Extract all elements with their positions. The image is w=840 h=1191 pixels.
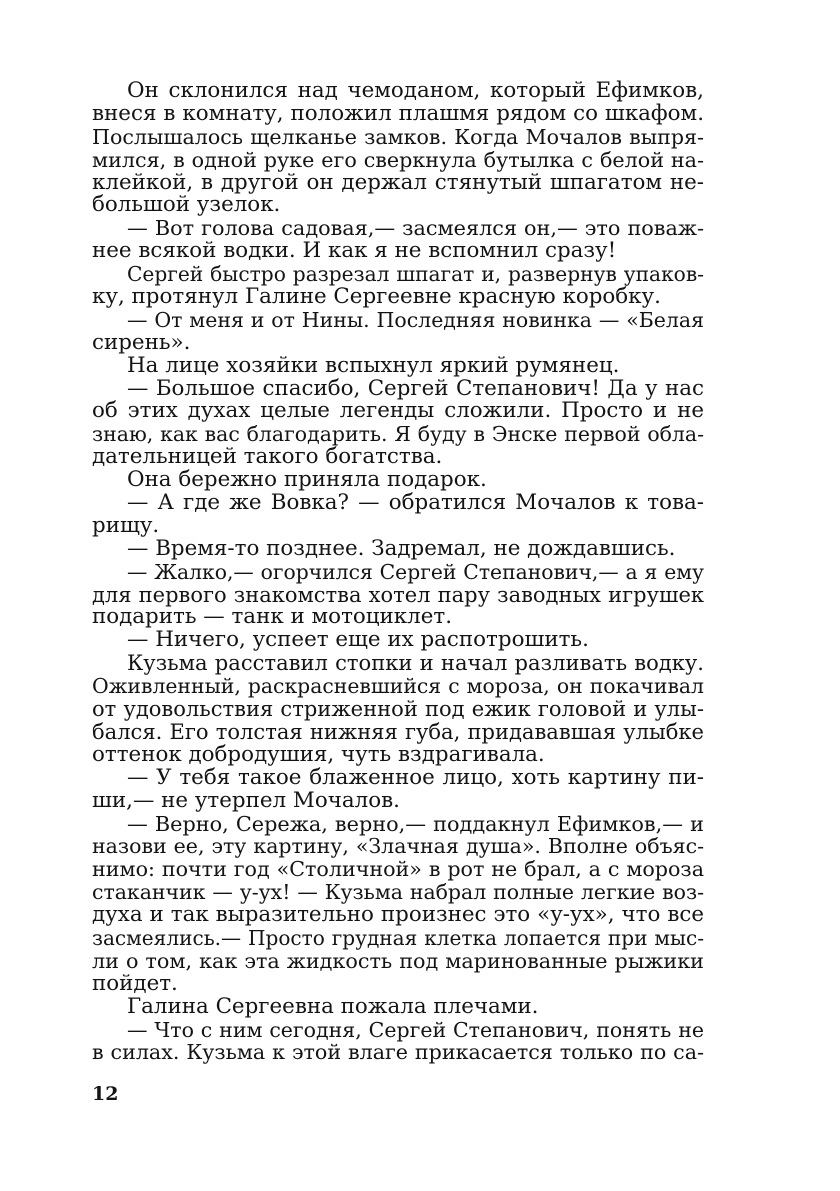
text-line: — Верно, Сережа, верно,— поддакнул Ефимков,— и xyxy=(127,811,704,836)
text-line: — От меня и от Нины. Последняя новинка — «Белая xyxy=(127,307,704,332)
text-line: — Что с ним сегодня, Сергей Степанович, понять не xyxy=(127,1017,704,1042)
text-line: большой узелок. xyxy=(92,192,281,218)
text-line: внеся в комнату, положил плашмя рядом со шкафом. xyxy=(92,100,704,126)
text-line: от удовольствия стриженной под ежик головой и улы- xyxy=(92,696,704,722)
text-line: — Большое спасибо, Сергей Степанович! Да у нас xyxy=(127,375,704,401)
text-line: пойдет. xyxy=(92,970,178,996)
text-line: — А где же Вовка? — обратился Мочалов к това- xyxy=(127,490,704,516)
text-line: для первого знакомства хотел пару заводных игрушек xyxy=(92,582,704,607)
text-line: бался. Его толстая нижняя губа, придававшая улыбке xyxy=(92,718,704,744)
text-line: стаканчик — у-ух! — Кузьма набрал полные легкие воз- xyxy=(92,880,704,905)
text-line: — Вот голова садовая,— засмеялся он,— это поваж- xyxy=(127,216,704,241)
text-line: На лице хозяйки вспыхнул яркий румянец. xyxy=(127,352,620,378)
text-line: — Жалко,— огорчился Сергей Степанович,— а я ему xyxy=(127,559,704,584)
text-line: в силах. Кузьма к этой влаге прикасается только по са- xyxy=(92,1040,704,1065)
text-line: ли о том, как эта жидкость под маринованные рыжики xyxy=(92,948,704,973)
text-line: Кузьма расставил стопки и начал разливать водку. xyxy=(127,650,704,676)
text-line: Он склонился над чемоданом, который Ефимков, xyxy=(127,78,704,103)
text-line: — Ничего, успеет еще их распотрошить. xyxy=(127,627,589,653)
text-line: нимо: почти год «Столичной» в рот не брал, а с мороза xyxy=(92,857,704,882)
text-line: нее всякой водки. И как я не вспомнил сразу! xyxy=(92,238,617,264)
text-line: знаю, как вас благодарить. Я буду в Энске первой обла- xyxy=(92,422,704,447)
text-line: дательницей такого богатства. xyxy=(92,444,443,470)
text-line: сирень». xyxy=(92,329,191,355)
text-line: ку, протянул Галине Сергеевне красную коробку. xyxy=(92,284,661,310)
text-line: Сергей быстро разрезал шпагат и, развернув упаков- xyxy=(127,262,704,287)
text-line: — Время-то позднее. Задремал, не дождавшись. xyxy=(127,535,676,561)
text-line: ши,— не утерпел Мочалов. xyxy=(92,787,400,813)
page-number: 12 xyxy=(92,1083,119,1105)
text-line: рищу. xyxy=(92,512,160,538)
text-line: назови ее, эту картину, «Злачная душа». Вполне объяс- xyxy=(92,834,704,859)
text-line: оттенок добродушия, чуть вздрагивала. xyxy=(92,741,545,767)
text-line: духа и так выразительно произнес это «у-ух», что все xyxy=(92,902,704,928)
text-line: засмеялись.— Просто грудная клетка лопается при мыс- xyxy=(92,925,704,950)
text-line: Послышалось щелканье замков. Когда Мочалов выпря- xyxy=(92,124,704,149)
text-line: мился, в одной руке его сверкнула бутылка с белой на- xyxy=(92,147,704,172)
text-line: Она бережно приняла подарок. xyxy=(127,467,487,493)
text-line: — У тебя такое блаженное лицо, хоть картину пи- xyxy=(127,764,704,790)
text-line: Галина Сергеевна пожала плечами. xyxy=(127,993,539,1019)
text-line: клейкой, в другой он держал стянутый шпагатом не- xyxy=(92,169,704,195)
text-line: Оживленный, раскрасневшийся с мороза, он покачивал xyxy=(92,674,704,699)
text-line: об этих духах целые легенды сложили. Просто и не xyxy=(92,398,704,424)
body-text xyxy=(92,80,704,1064)
text-line: подарить — танк и мотоциклет. xyxy=(92,604,453,630)
